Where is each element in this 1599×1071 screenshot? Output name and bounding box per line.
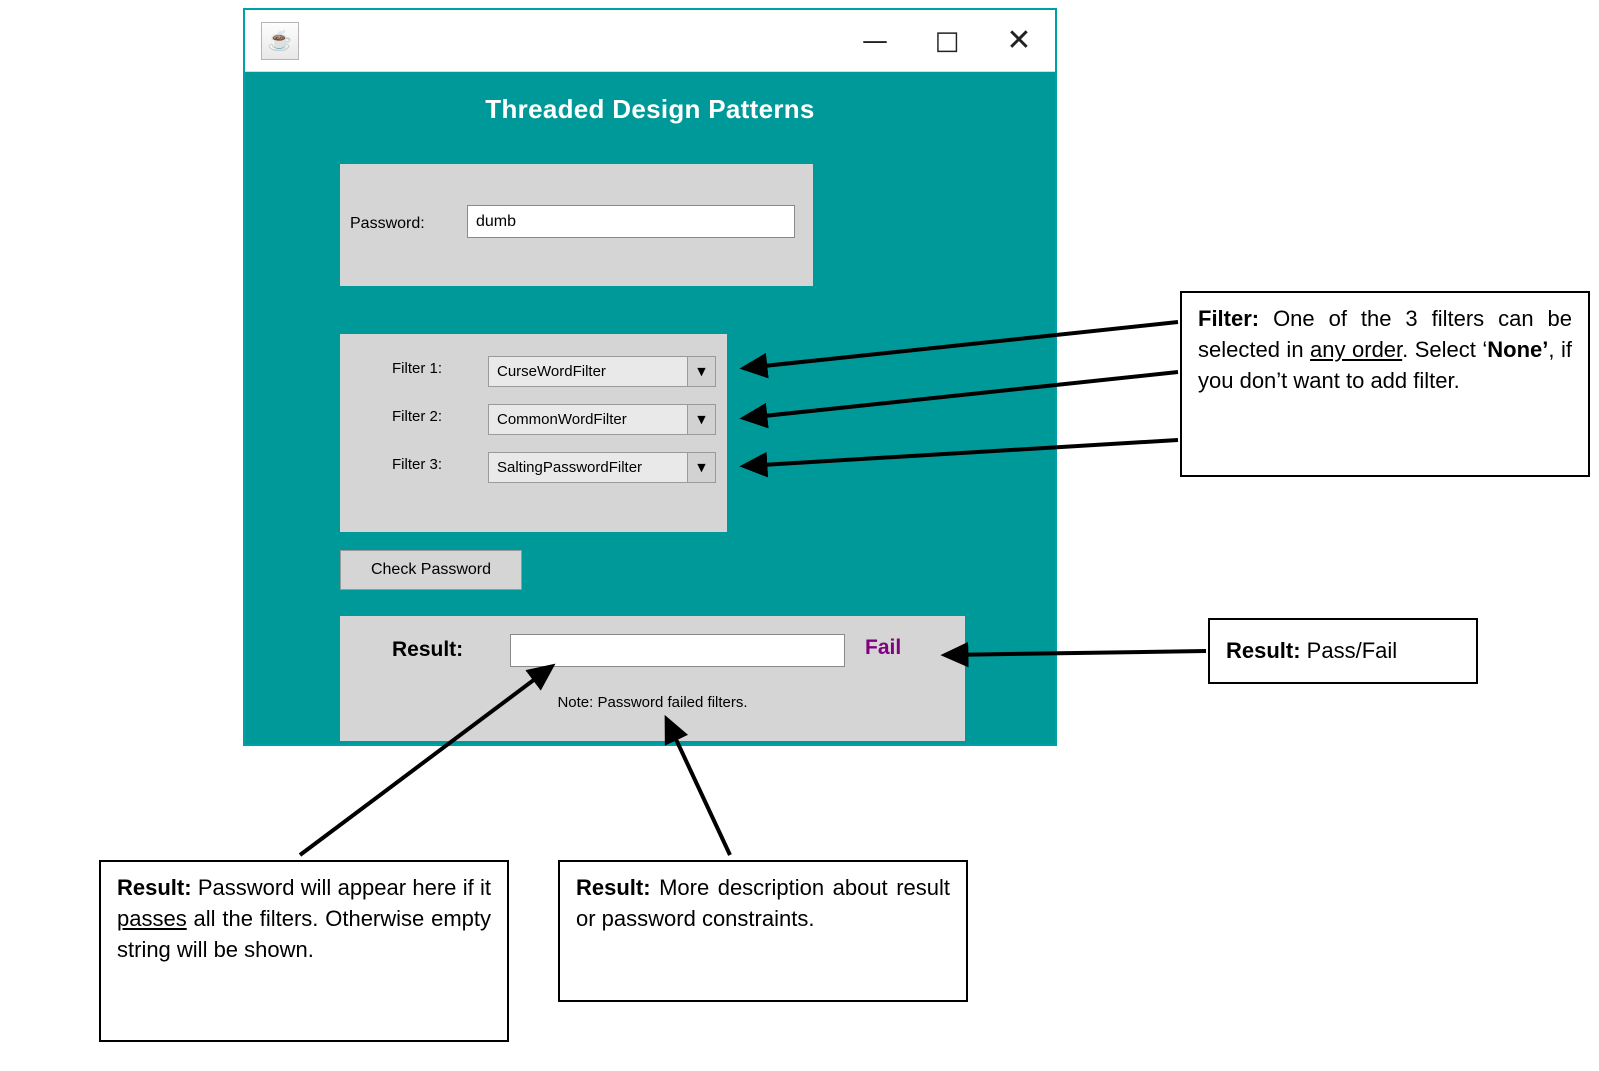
callout-filter-text-1: One of the 3 filters can be selected in [1198,306,1572,363]
filter-1-value: CurseWordFilter [497,363,606,380]
chevron-down-icon[interactable]: ▼ [687,357,715,386]
filter-1-select[interactable] [488,356,716,387]
filters-panel [340,334,727,532]
callout-result-pass [99,860,509,1042]
maximize-button[interactable]: □ [934,25,960,56]
callout-result-note [558,860,968,1002]
result-label: Result: [392,638,464,661]
password-panel [340,164,813,286]
callout-filter [1180,291,1590,477]
filter-3-select[interactable] [488,452,716,483]
password-input[interactable] [467,205,795,238]
callout-result-pass-text-1: Password will appear here if it [191,875,491,900]
filter-2-value: CommonWordFilter [497,411,627,428]
page-title: Threaded Design Patterns [485,94,815,124]
callout-filter-bold-2: None’ [1487,337,1549,363]
chevron-down-icon[interactable]: ▼ [687,453,715,482]
callout-filter-bold: Filter: [1198,306,1260,331]
status-badge: Fail [865,636,902,659]
filter-row-2 [340,404,727,434]
filter-row-1 [340,356,727,386]
filter-2-label: Filter 2: [392,408,443,425]
callout-filter-underline: any order [1310,337,1403,363]
result-input[interactable] [510,634,845,667]
title-bar [245,10,1055,72]
application-window [243,8,1057,746]
result-panel [340,616,965,741]
callout-result-note-text: More description about result or password constraints. [576,875,950,932]
filter-3-value: SaltingPasswordFilter [497,459,643,476]
check-password-button[interactable]: Check Password [340,550,522,590]
callout-result-status [1208,618,1478,684]
minimize-button[interactable]: — [862,25,888,56]
filter-2-select[interactable] [488,404,716,435]
filter-1-label: Filter 1: [392,360,443,377]
callout-result-note-bold: Result: [576,875,651,900]
result-note: Note: Password failed filters. [557,694,748,711]
java-coffee-cup-icon: ☕ [261,22,299,60]
callout-filter-text-3: , if you don’t want to add filter. [1198,337,1573,394]
callout-result-pass-bold: Result: [117,875,192,900]
callout-result-status-bold: Result: [1226,638,1301,664]
filter-row-3 [340,452,727,482]
callout-filter-text-2: . Select ‘ [1402,337,1488,363]
callout-result-pass-underline: passes [117,906,187,932]
password-label: Password: [350,215,425,232]
callout-result-pass-text-2: all the filters. Otherwise empty string will be shown. [117,906,491,963]
window-controls [839,10,1055,71]
callout-result-status-text: Pass/Fail [1300,638,1398,664]
close-button[interactable]: ✕ [1006,23,1032,58]
window-content [245,72,1055,744]
chevron-down-icon[interactable]: ▼ [687,405,715,434]
filter-3-label: Filter 3: [392,456,443,473]
